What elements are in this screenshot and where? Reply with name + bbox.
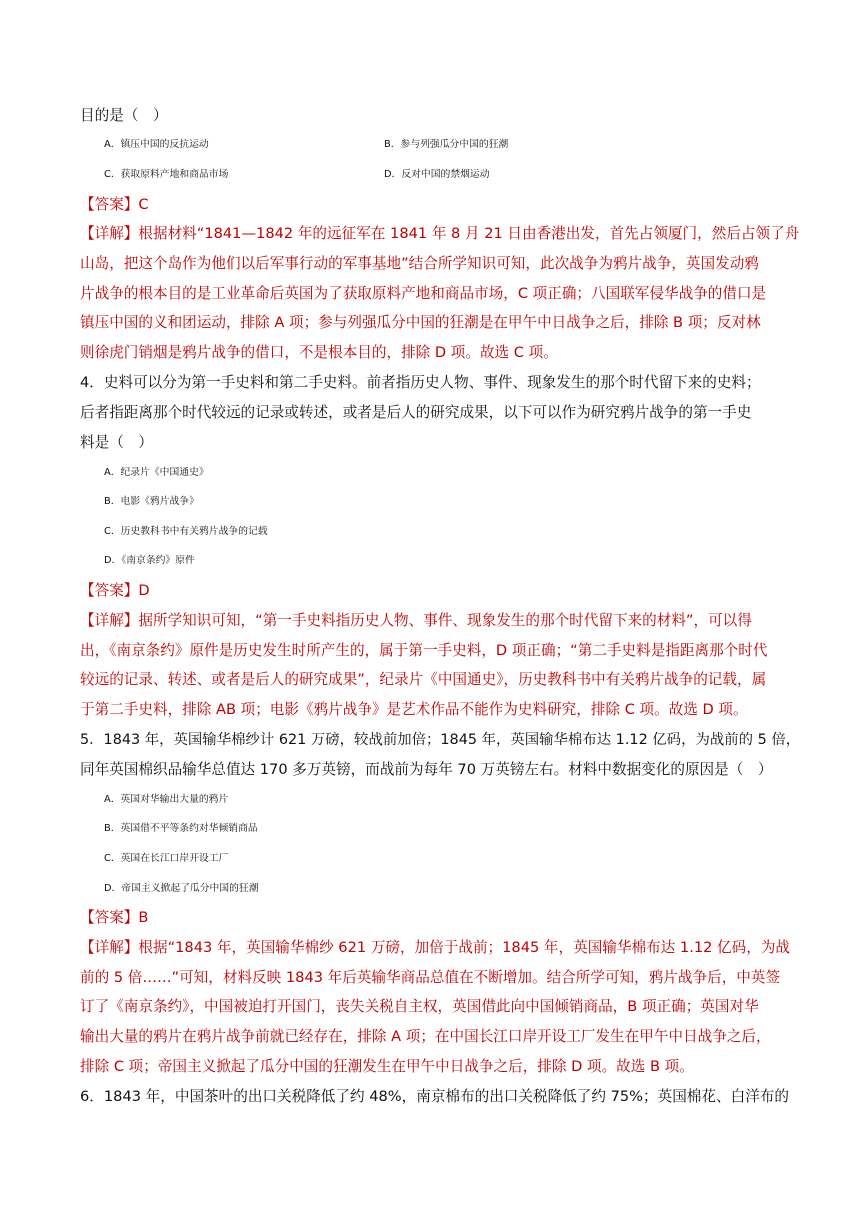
question-4-option-d: D．《南京条约》原件 [104, 555, 195, 566]
detail-text: 据所学知识可知，“第一手史料指历史人物、事件、现象发生的那个时代留下来的材料”，可以得 [138, 612, 752, 629]
question-5-option-c: C．英国在长江口岸开设工厂 [104, 853, 229, 864]
question-5-option-d: D．帝国主义掀起了瓜分中国的狂潮 [104, 883, 259, 894]
answer-label: 【答案】 [80, 582, 139, 599]
question-4-stem-line: 4．史料可以分为第一手史料和第二手史料。前者指历史人物、事件、现象发生的那个时代留下来的史料； [80, 374, 761, 391]
question-4-detail-line: 较远的记录、转述、或者是后人的研究成果”，纪录片《中国通史》，历史教科书中有关鸦片战争的记载，属 [80, 671, 767, 688]
question-5-option-a: A．英国对华输出大量的鸦片 [104, 794, 229, 805]
question-5-stem-line: 5．1843 年，英国输华棉纱计 621 万磅，较战前加倍；1845 年，英国输华棉布达 1.12 亿码，为战前的 5 倍， [80, 732, 801, 748]
answer-value: C [138, 196, 149, 213]
question-3-detail-line [80, 224, 800, 244]
question-3-answer [80, 195, 800, 215]
answer-label: 【答案】 [80, 909, 139, 926]
question-4-option-b: B．电影《鸦片战争》 [104, 496, 199, 507]
detail-label: 【详解】 [80, 612, 139, 629]
question-5-detail-line: 订了《南京条约》，中国被迫打开国门，丧失关税自主权，英国借此向中国倾销商品，B 项正确；英国对华 [80, 998, 759, 1015]
question-3-detail-line: 山岛，把这个岛作为他们以后军事行动的军事基地”结合所学知识可知，此次战争为鸦片战争，英国发动鸦 [80, 255, 759, 272]
question-4-stem-line: 料是（ ） [80, 434, 153, 451]
answer-value: B [138, 909, 149, 926]
detail-label: 【详解】 [80, 225, 139, 242]
question-5-detail-line [80, 938, 800, 958]
question-4-option-a: A．纪录片《中国通史》 [104, 467, 209, 478]
detail-label: 【详解】 [80, 939, 139, 956]
question-4-option-c: C．历史教科书中有关鸦片战争的记载 [104, 526, 268, 537]
question-3-stem: 目的是（ ） [80, 107, 168, 124]
question-5-option-b: B．英国借不平等条约对华倾销商品 [104, 823, 258, 834]
question-4-detail-line [80, 611, 800, 631]
question-3-detail-line: 则徐虎门销烟是鸦片战争的借口，不是根本目的，排除 D 项。故选 C 项。 [80, 344, 558, 361]
question-4-answer [80, 581, 800, 601]
question-5-detail-line: 前的 5 倍……”可知，材料反映 1843 年后英输华商品总值在不断增加。结合所学可知，鸦片战争后，中英签 [80, 969, 781, 986]
question-3-detail-line: 镇压中国的义和团运动，排除 A 项；参与列强瓜分中国的狂潮是在甲午中日战争之后，排除 B 项；反对林 [80, 314, 761, 331]
detail-text: 根据“1843 年，英国输华棉纱 621 万磅，加倍于战前；1845 年，英国输华棉布达 1.12 亿码，为战 [138, 939, 791, 956]
answer-value: D [138, 582, 150, 599]
question-5-answer [80, 908, 800, 928]
question-5-detail-line: 输出大量的鸦片在鸦片战争前就已经存在，排除 A 项；在中国长江口岸开设工厂发生在甲午中日战争之后， [80, 1028, 771, 1045]
question-3-option-c: C．获取原料产地和商品市场 [104, 169, 229, 180]
answer-label: 【答案】 [80, 196, 139, 213]
question-3-option-d: D．反对中国的禁烟运动 [384, 169, 490, 180]
question-4-detail-line: 于第二手史料，排除 AB 项；电影《鸦片战争》是艺术作品不能作为史料研究，排除 C 项。故选 D 项。 [80, 701, 748, 718]
question-3-option-a: A．镇压中国的反抗运动 [104, 139, 209, 150]
question-4-detail-line: 出，《南京条约》原件是历史发生时所产生的，属于第一手史料，D 项正确；“第二手史料是指距离那个时代 [80, 642, 768, 659]
question-6-stem-line: 6．1843 年，中国茶叶的出口关税降低了约 48%，南京棉布的出口关税降低了约 75%；英国棉花、白洋布的 [80, 1088, 789, 1105]
question-3-detail-line: 片战争的根本目的是工业革命后英国为了获取原料产地和商品市场，C 项正确；八国联军侵华战争的借口是 [80, 285, 767, 302]
question-4-stem-line: 后者指距离那个时代较远的记录或转述，或者是后人的研究成果，以下可以作为研究鸦片战争的第一手史 [80, 404, 752, 421]
question-5-stem-line: 同年英国棉织品输华总值达 170 多万英镑，而战前为每年 70 万英镑左右。材料中数据变化的原因是（ ） [80, 761, 773, 778]
question-5-detail-line: 排除 C 项；帝国主义掀起了瓜分中国的狂潮发生在甲午中日战争之后，排除 D 项。故选 B 项。 [80, 1058, 694, 1075]
question-3-option-b: B．参与列强瓜分中国的狂潮 [384, 139, 509, 150]
detail-text: 根据材料“1841—1842 年的远征军在 1841 年 8 月 21 日由香港出发，首先占领厦门，然后占领了舟 [138, 225, 800, 242]
